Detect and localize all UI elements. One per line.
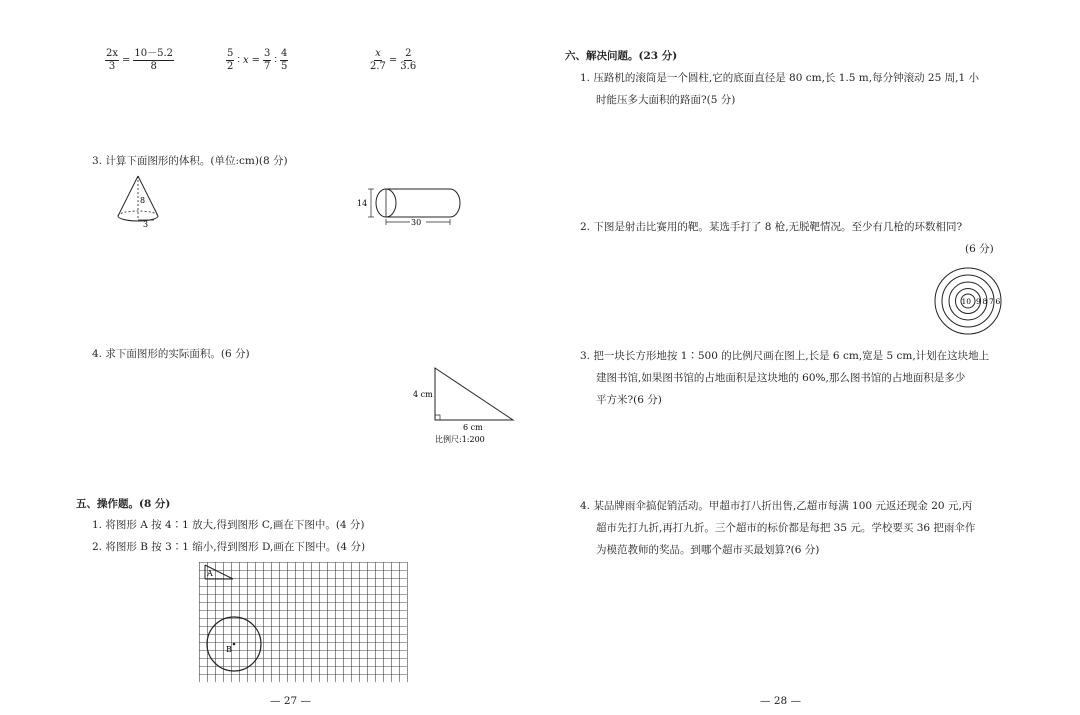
denominator: 2 (227, 60, 234, 72)
q4-line-2: 超市先打九折,再打九折。三个超市的标价都是每把 35 元。学校要买 36 把雨伞作 (596, 522, 976, 534)
denominator: 3 (108, 60, 116, 72)
shape-a-label: A (207, 569, 213, 578)
denominator: 7 (264, 60, 271, 72)
equation-3 (370, 48, 416, 72)
numerator: 5 (227, 48, 234, 59)
section-6-title: 六、解决问题。(23 分) (565, 50, 678, 62)
numerator: 4 (281, 48, 288, 59)
cone-height-label: 8 (140, 196, 146, 205)
ring-label-9: 9 (976, 297, 981, 306)
cylinder-length-label: 30 (411, 218, 422, 227)
shape-b-label: B (226, 645, 232, 654)
q4-line-1: 4. 某品牌雨伞搞促销活动。甲超市打八折出售,乙超市每满 100 元返还现金 20 元,丙 (580, 500, 973, 512)
fraction (400, 48, 416, 72)
page-number-left: — 27 — (270, 695, 312, 707)
q1-line-2: 时能压多大面积的路面?(5 分) (596, 94, 736, 106)
numerator: x (375, 48, 381, 59)
equation-2 (226, 48, 288, 72)
ring-label-7: 7 (989, 297, 994, 306)
cone-radius-label: 3 (143, 220, 149, 229)
ring-label-10: 10 (961, 297, 972, 306)
cylinder-diameter-label: 14 (357, 199, 368, 208)
q3-line-1: 3. 把一块长方形地按 1∶500 的比例尺画在图上,长是 6 cm,宽是 5 cm,计划在这块地上 (580, 350, 990, 362)
scale-label: 比例尺:1:200 (435, 435, 485, 444)
triangle-vertical-label: 4 cm (413, 390, 433, 399)
equals-sign: = (251, 54, 261, 66)
equals-sign: = (122, 54, 131, 66)
question-3-text: 3. 计算下面图形的体积。(单位:cm)(8 分) (92, 155, 288, 167)
numerator: 3 (264, 48, 271, 59)
denominator: 8 (150, 60, 157, 72)
fraction (263, 48, 271, 72)
triangle-horizontal-label: 6 cm (463, 423, 483, 432)
equals-sign: = (388, 54, 398, 66)
section-5-item-1: 1. 将图形 A 按 4∶1 放大,得到图形 C,画在下图中。(4 分) (92, 519, 365, 531)
shooting-target (932, 265, 1004, 337)
fraction (226, 48, 234, 72)
fraction (280, 48, 288, 72)
denominator: 5 (281, 60, 288, 72)
cone-figure (110, 172, 170, 232)
ring-label-6: 6 (995, 297, 1001, 306)
page-number-right: — 28 — (760, 695, 802, 707)
grid-figure (199, 562, 409, 682)
triangle-figure (410, 364, 520, 448)
q2-line: 2. 下图是射击比赛用的靶。某选手打了 8 枪,无脱靶情况。至少有几枪的环数相同? (580, 221, 963, 233)
q4-line-3: 为模范教师的奖品。到哪个超市买最划算?(6 分) (596, 544, 820, 556)
fraction (133, 48, 174, 72)
numerator: 10－5.2 (134, 48, 174, 59)
q3-line-2: 建图书馆,如果图书馆的占地面积是这块地的 60%,那么图书馆的占地面积是多少 (596, 372, 966, 384)
denominator: 3.6 (400, 60, 417, 72)
fraction (105, 48, 119, 72)
q1-line-1: 1. 压路机的滚筒是一个圆柱,它的底面直径是 80 cm,长 1.5 m,每分钟滚动 25 周,1 小 (580, 72, 979, 84)
ratio-sign: ∶ (274, 54, 277, 66)
numerator: 2x (106, 48, 119, 59)
numerator: 2 (405, 48, 412, 59)
question-4-text: 4. 求下面图形的实际面积。(6 分) (92, 348, 250, 360)
grid-lines (199, 562, 408, 682)
q2-score: (6 分) (965, 243, 994, 255)
ring-label-8: 8 (982, 297, 988, 306)
denominator: 2.7 (370, 60, 386, 72)
q3-line-3: 平方米?(6 分) (596, 394, 662, 406)
section-5-title: 五、操作题。(8 分) (76, 498, 171, 510)
ratio-sign: ∶ (237, 54, 240, 66)
equation-1 (105, 48, 174, 72)
cylinder-figure (352, 184, 464, 230)
fraction (370, 48, 386, 72)
variable: x (242, 54, 249, 66)
section-5-item-2: 2. 将图形 B 按 3∶1 缩小,得到图形 D,画在下图中。(4 分) (92, 541, 366, 553)
